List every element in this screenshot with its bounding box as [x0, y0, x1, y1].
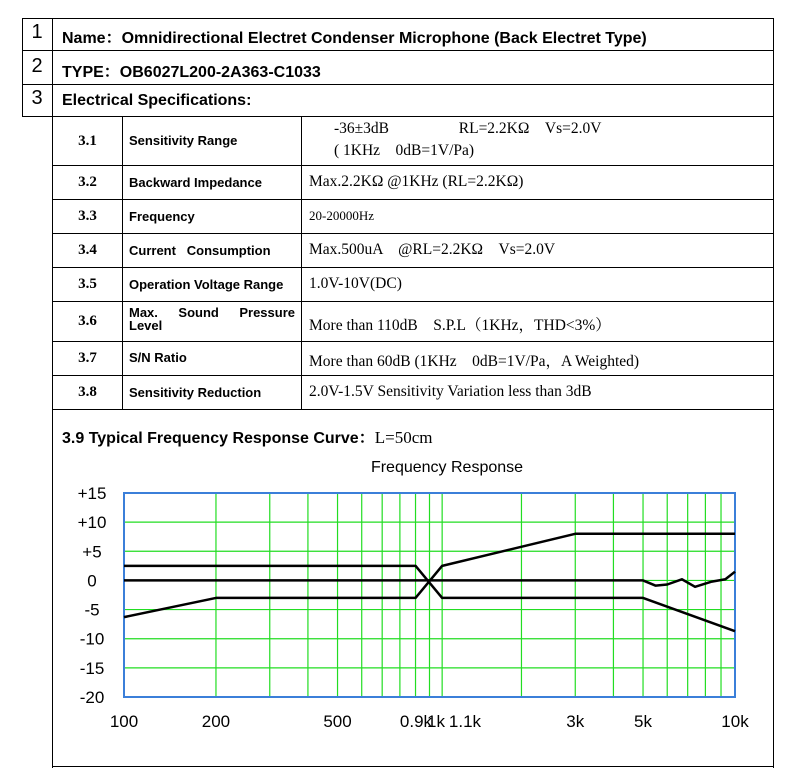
x-tick-label: 1k — [427, 712, 445, 731]
y-tick-label: -10 — [79, 629, 105, 649]
spec-value: 2.0V-1.5V Sensitivity Variation less than 3dB — [309, 383, 592, 400]
spec-value: -36±3dB RL=2.2KΩ Vs=2.0V — [334, 120, 602, 137]
spec-number: 3.7 — [78, 350, 97, 366]
x-tick-label: 5k — [634, 712, 653, 731]
spec-name: Sensitivity Reduction — [129, 385, 262, 400]
y-tick-label: -5 — [84, 600, 100, 620]
spec-number: 3.5 — [78, 276, 97, 292]
spec-name: Current Consumption — [129, 243, 271, 258]
spec-value: Max.2.2KΩ @1KHz (RL=2.2KΩ) — [309, 173, 524, 190]
spec-name: Backward Impedance — [129, 175, 262, 190]
x-tick-label: 10k — [721, 712, 749, 731]
product-name: Name：Omnidirectional Electret Condenser Microphone (Back Electret Type) — [62, 30, 647, 47]
spec-name: Max. Sound Pressure Level — [129, 305, 295, 333]
electrical-specifications-heading: Electrical Specifications: — [62, 92, 252, 109]
product-type: TYPE：OB6027L200-2A363-C1033 — [62, 64, 321, 81]
spec-name: Operation Voltage Range — [129, 277, 284, 292]
curve-heading-label: 3.9 Typical Frequency Response Curve： — [62, 430, 375, 447]
x-tick-label: 100 — [109, 712, 139, 731]
spec-value: 1.0V-10V(DC) — [309, 275, 402, 292]
x-tick-label: 3k — [566, 712, 585, 731]
chart-title: Frequency Response — [370, 459, 524, 476]
y-tick-label: -15 — [79, 658, 105, 678]
section-number: 1 — [31, 21, 43, 43]
spec-value: More than 110dB S.P.L（1KHz，THD<3%） — [309, 317, 611, 334]
section-number: 3 — [31, 87, 43, 109]
y-tick-label: -20 — [79, 688, 105, 707]
x-tick-label: 0.9k — [399, 712, 433, 731]
y-tick-label: +10 — [77, 513, 107, 533]
y-tick-label: +5 — [82, 542, 102, 562]
spec-number: 3.6 — [78, 313, 97, 329]
x-tick-label: 200 — [201, 712, 231, 731]
spec-value: Max.500uA @RL=2.2KΩ Vs=2.0V — [309, 241, 556, 258]
spec-number: 3.8 — [78, 384, 97, 400]
spec-number: 3.3 — [78, 208, 97, 224]
spec-number: 3.2 — [78, 174, 97, 190]
x-tick-label: 1.1k — [448, 712, 482, 731]
spec-name: Sensitivity Range — [129, 133, 238, 148]
y-tick-label: +15 — [77, 484, 107, 503]
section-number: 2 — [31, 55, 43, 77]
spec-name: S/N Ratio — [129, 350, 187, 365]
spec-value: ( 1KHz 0dB=1V/Pa) — [334, 142, 475, 159]
spec-value: More than 60dB (1KHz 0dB=1V/Pa，A Weighted) — [309, 353, 640, 370]
spec-number: 3.4 — [78, 242, 97, 258]
x-tick-label: 500 — [323, 712, 352, 731]
spec-number: 3.1 — [78, 133, 97, 149]
y-tick-label: 0 — [87, 571, 97, 591]
spec-name: Frequency — [129, 209, 195, 224]
curve-heading-condition: L=50cm — [374, 428, 433, 447]
spec-value: 20-20000Hz — [309, 208, 374, 223]
